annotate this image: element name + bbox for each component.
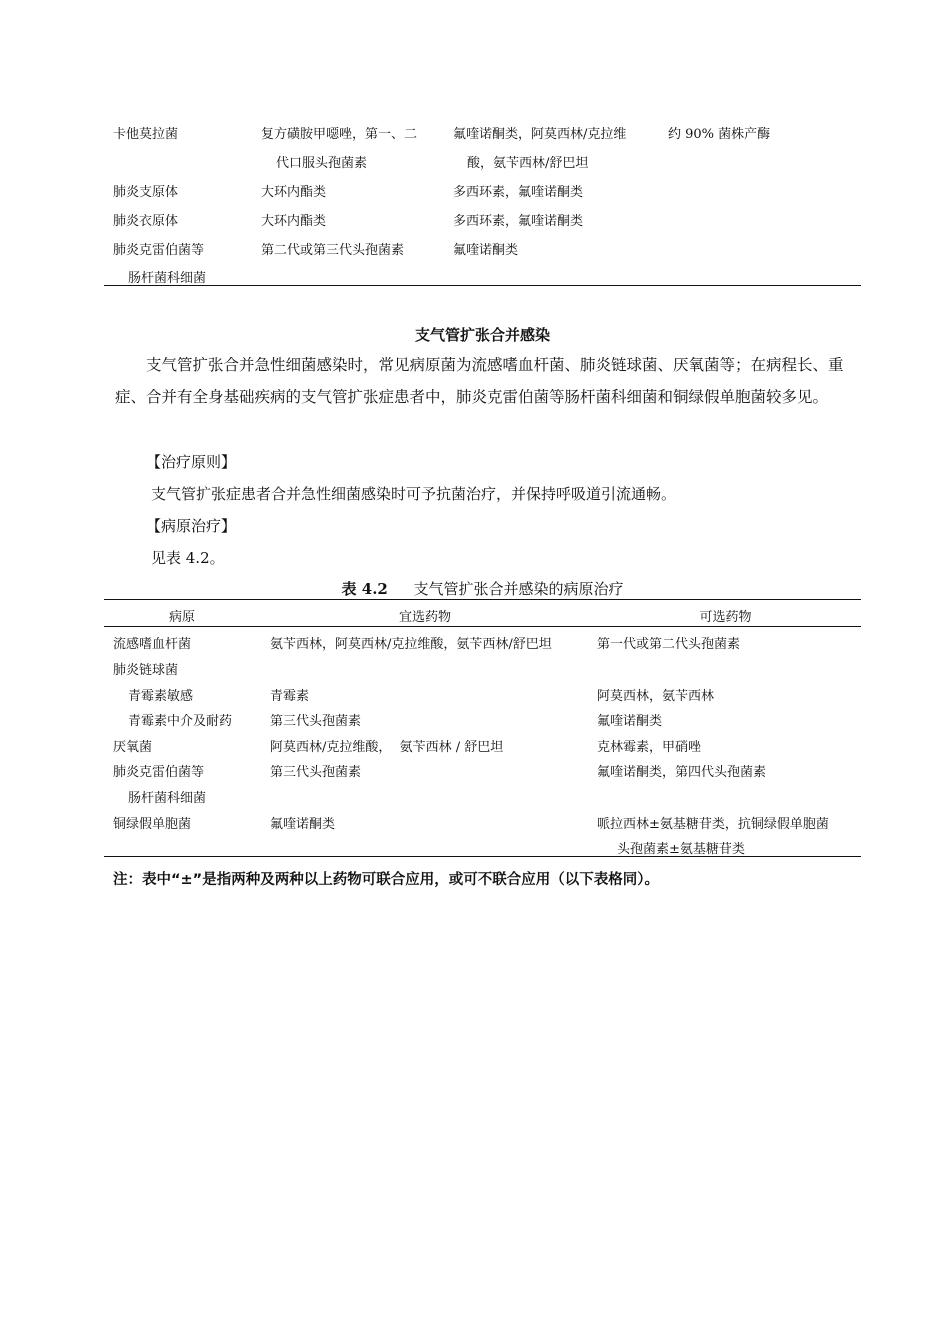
- table-cell: 青霉素: [270, 689, 310, 704]
- table-cell: 酸，氨苄西林/舒巴坦: [467, 156, 589, 171]
- subheading-principle: 【治疗原则】: [146, 453, 237, 471]
- table-cell: 厌氧菌: [113, 740, 153, 755]
- table-caption-label: 表 4.2: [341, 580, 388, 598]
- table-caption: [104, 580, 861, 598]
- table-bottom-rule: [104, 285, 861, 286]
- table-cell: 第一代或第二代头孢菌素: [597, 637, 741, 652]
- table-cell: 氟喹诺酮类: [270, 817, 336, 832]
- table-cell: 氟喹诺酮类: [453, 243, 519, 258]
- table-cell: 肺炎克雷伯菌等: [113, 765, 205, 780]
- table-cell: 青霉素敏感: [128, 689, 194, 704]
- table-cell: 克林霉素，甲硝唑: [597, 740, 702, 755]
- table-cell: 哌拉西林±氨基糖苷类，抗铜绿假单胞菌: [597, 817, 829, 832]
- table-cell: 氟喹诺酮类，第四代头孢菌素: [597, 765, 767, 780]
- table-cell: 氟喹诺酮类，阿莫西林/克拉维: [453, 127, 627, 142]
- table-caption-text: 支气管扩张合并感染的病原治疗: [413, 580, 624, 598]
- table-cell: 大环内酯类: [261, 214, 327, 229]
- table-header-alternative: 可选药物: [699, 610, 752, 625]
- table-header-preferred: 宜选药物: [398, 610, 451, 625]
- table-header-pathogen: 病原: [168, 610, 195, 625]
- table-cell: 卡他莫拉菌: [113, 127, 179, 142]
- table-cell: 阿莫西林/克拉维酸， 氨苄西林 / 舒巴坦: [270, 740, 504, 755]
- table-cell: 阿莫西林，氨苄西林: [597, 689, 715, 704]
- section-paragraph: 支气管扩张合并急性细菌感染时，常见病原菌为流感嗜血杆菌、肺炎链球菌、厌氧菌等；在病程长、重症、合并有全身基础疾病的支气管扩张症患者中，肺炎克雷伯菌等肠杆菌科细菌和铜绿假单胞菌较多见。: [115, 356, 844, 406]
- table-cell: 第二代或第三代头孢菌素: [261, 243, 405, 258]
- table-bottom-rule: [104, 856, 861, 857]
- table-cell: 肠杆菌科细菌: [128, 791, 207, 806]
- table-cell: 复方磺胺甲噁唑，第一、二: [261, 127, 418, 142]
- table-cell: 头孢菌素±氨基糖苷类: [617, 842, 745, 857]
- see-table-text: 见表 4.2。: [151, 549, 225, 567]
- principle-text: 支气管扩张症患者合并急性细菌感染时可予抗菌治疗，并保持呼吸道引流通畅。: [151, 485, 677, 503]
- table-cell: 肺炎衣原体: [113, 214, 179, 229]
- table-cell: 肺炎支原体: [113, 185, 179, 200]
- table-cell: 氟喹诺酮类: [597, 714, 663, 729]
- table-cell: 大环内酯类: [261, 185, 327, 200]
- table-cell: 氨苄西林，阿莫西林/克拉维酸，氨苄西林/舒巴坦: [270, 637, 552, 652]
- table-note: 注：表中“±”是指两种及两种以上药物可联合应用，或可不联合应用（以下表格同）。: [113, 872, 659, 888]
- table-cell: 青霉素中介及耐药: [128, 714, 233, 729]
- table-cell: 铜绿假单胞菌: [113, 817, 192, 832]
- table-cell: 代口服头孢菌素: [276, 156, 368, 171]
- table-cell: 第三代头孢菌素: [270, 714, 362, 729]
- table-cell: 多西环素，氟喹诺酮类: [453, 185, 584, 200]
- section-title: 支气管扩张合并感染: [414, 326, 550, 344]
- table-cell: 第三代头孢菌素: [270, 765, 362, 780]
- table-cell: 流感嗜血杆菌: [113, 637, 192, 652]
- table-cell: 肺炎克雷伯菌等: [113, 243, 205, 258]
- subheading-pathogen: 【病原治疗】: [146, 517, 237, 535]
- table-top-rule: [104, 599, 861, 600]
- table-header-rule: [104, 626, 861, 627]
- table-cell: 肠杆菌科细菌: [128, 271, 207, 286]
- table-cell: 多西环素，氟喹诺酮类: [453, 214, 584, 229]
- table-cell: 肺炎链球菌: [113, 663, 179, 678]
- table-cell: 约 90% 菌株产酶: [668, 127, 771, 142]
